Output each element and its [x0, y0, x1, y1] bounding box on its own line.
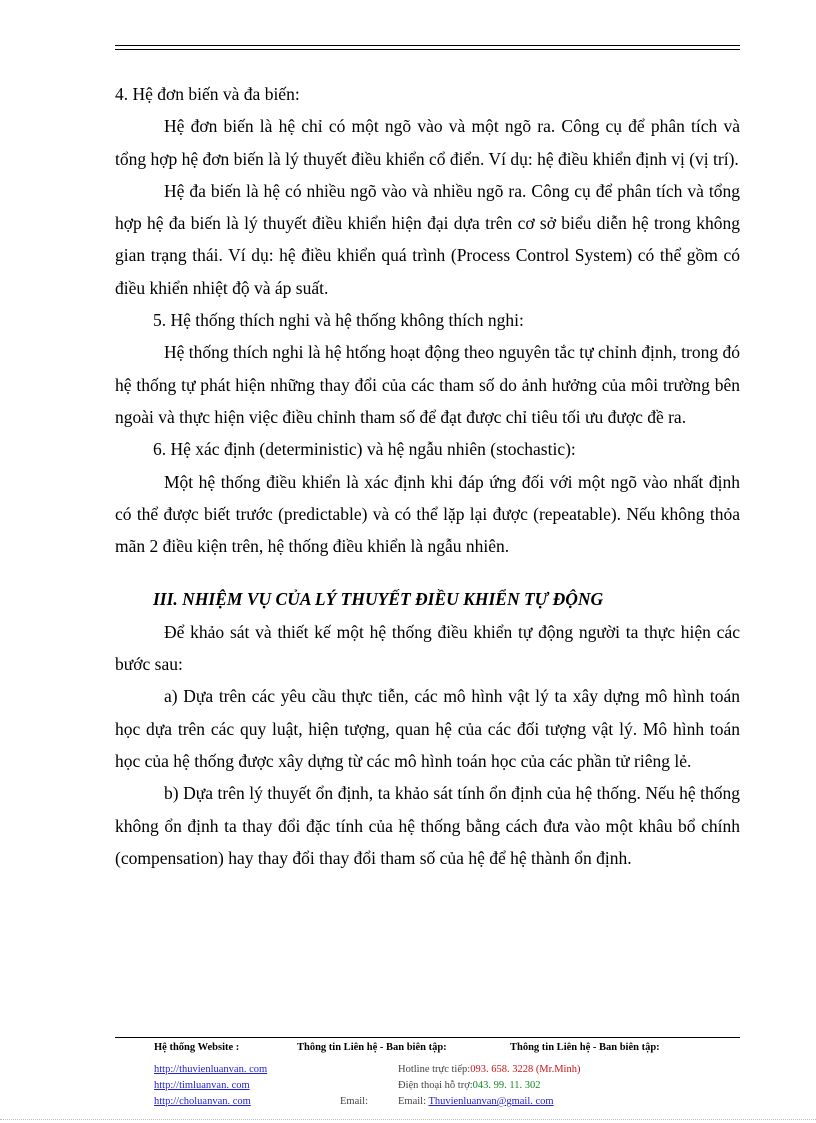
phone-label: Điện thoại hỗ trợ: [398, 1080, 473, 1091]
heading-6: 6. Hệ xác định (deterministic) và hệ ngẫu nhiên (stochastic): [153, 439, 576, 460]
heading-4: 4. Hệ đơn biến và đa biến: [115, 84, 300, 104]
paragraph-step-b: b) Dựa trên lý thuyết ổn định, ta khảo sát tính ổn định của hệ thống. Nếu hệ thống không ổn định ta thay đổi đặc tính của hệ thống bằng cách đưa vào một khâu bổ chính (compensation) hay thay đổi thay đổi tham số của hệ để hệ thành ổn định. [115, 783, 740, 868]
phone-value: 043. 99. 11. 302 [472, 1080, 541, 1091]
email-link[interactable]: Thuvienluanvan@gmail. com [428, 1096, 554, 1107]
footer-link-timluanvan[interactable]: http://timluanvan. com [154, 1080, 250, 1091]
header-rule-bottom [115, 49, 740, 50]
hotline-label: Hotline trực tiếp: [398, 1064, 471, 1075]
paragraph-multi-variable: Hệ đa biến là hệ có nhiều ngõ vào và nhiều ngõ ra. Công cụ để phân tích và tổng hợp hệ đa biến là lý thuyết điều khiển hiện đại dựa trên cơ sở biểu diễn hệ trong không gian trạng thái. Ví dụ: hệ điều khiển quá trình (Process Control System) có thể gồm có điều khiển nhiệt độ và áp suất. [115, 180, 740, 298]
footer-phone [398, 1078, 541, 1094]
paragraph-deterministic: Một hệ thống điều khiển là xác định khi đáp ứng đối với một ngõ vào nhất định có thể được biết trước (predictable) và có thể lặp lại được (repeatable). Nếu không thỏa mãn 2 điều kiện trên, hệ thống điều khiển là ngẫu nhiên. [115, 471, 740, 557]
paragraph-adaptive: Hệ thống thích nghi là hệ htống hoạt động theo nguyên tắc tự chỉnh định, trong đó hệ thống tự phát hiện những thay đổi của các tham số do ảnh hưởng của môi trường bên ngoài và thực hiện việc điều chỉnh tham số để đạt được chỉ tiêu tối ưu được đề ra. [115, 342, 740, 427]
paragraph-single-variable: Hệ đơn biến là hệ chỉ có một ngõ vào và một ngõ ra. Công cụ để phân tích và tổng hợp hệ đơn biến là lý thuyết điều khiển cổ điển. Ví dụ: hệ điều khiển định vị (vị trí). [115, 116, 740, 169]
footer [154, 1040, 714, 1110]
hotline-value: 093. 658. 3228 (Mr.Minh) [470, 1064, 581, 1075]
footer-hotline [398, 1062, 580, 1078]
footer-rule [115, 1037, 740, 1038]
paragraph-step-a: a) Dựa trên các yêu cầu thực tiễn, các mô hình vật lý ta xây dựng mô hình toán học dựa trên các quy luật, hiện tượng, quan hệ của các đối tượng vật lý. Mô hình toán học của hệ thống được xây dựng từ các mô hình toán học của các phần tử riêng lẻ. [115, 686, 740, 771]
email-label: Email: [398, 1096, 426, 1107]
footer-link-choluanvan[interactable]: http://choluanvan. com [154, 1096, 251, 1107]
paragraph-steps-intro: Để khảo sát và thiết kế một hệ thống điều khiển tự động người ta thực hiện các bước sau: [115, 621, 740, 675]
footer-contact-header-1: Thông tin Liên hệ - Ban biên tập: [297, 1042, 447, 1053]
footer-websites-header: Hệ thống Website : [154, 1042, 240, 1053]
footer-email-label: Email: [340, 1096, 368, 1107]
footer-contact-header-2: Thông tin Liên hệ - Ban biên tập: [510, 1042, 660, 1053]
header-rule-top [115, 45, 740, 46]
section-title: III. NHIỆM VỤ CỦA LÝ THUYẾT ĐIỀU KHIỂN TỰ ĐỘNG [153, 589, 604, 610]
page-bottom-dotted-line [0, 1119, 816, 1120]
footer-link-thuvienluanvan[interactable]: http://thuvienluanvan. com [154, 1064, 268, 1075]
footer-email [398, 1094, 554, 1110]
heading-5: 5. Hệ thống thích nghi và hệ thống không thích nghi: [153, 310, 524, 331]
page-body [115, 78, 740, 874]
